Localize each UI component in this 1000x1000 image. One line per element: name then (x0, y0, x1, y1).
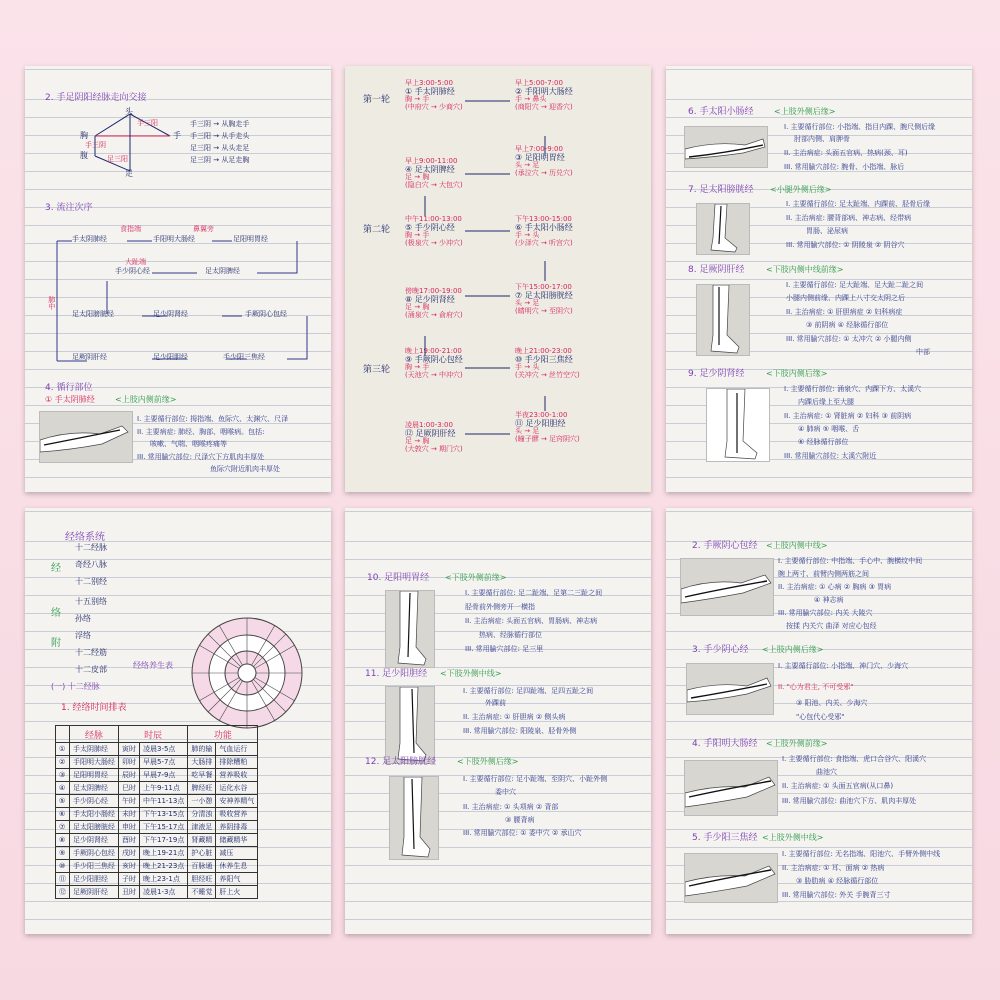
s8-title: 8. 足厥阴肝经 (688, 265, 745, 275)
sub-1-tag: <上肢内侧前缘> (115, 395, 177, 404)
s7-item-3: 胃肠、泌尿病 (806, 227, 848, 235)
s8-item-2: 小腿内侧前缘、内踝上八寸交太阴之后 (786, 294, 905, 302)
round-2-label: 第二轮 (363, 225, 391, 235)
notebook-page-5 (345, 508, 651, 934)
table-row (56, 808, 258, 821)
table-cell: ⑧ (56, 834, 70, 847)
table-cell: 胆经旺 (188, 873, 216, 886)
cycle-node-name: ⑧ 足少阴肾经 (405, 294, 455, 304)
meridian-clock (190, 616, 305, 731)
s9-item-4: ④ 肺病 ⑤ 咽喉、舌 (798, 425, 860, 433)
cycle-node-pts: (中府穴 → 少商穴) (405, 103, 463, 112)
table-cell: 肝上火 (216, 886, 258, 899)
leg-illustration-s7 (696, 203, 750, 255)
s4-tag: <上肢外侧前缘> (766, 739, 828, 748)
diagram-left: 胸 (80, 131, 88, 140)
cycle-node-time: 下午13:00-15:00 (515, 215, 572, 223)
s9-item-2: 内踝后缘上至大腿 (798, 398, 854, 406)
s3-tag: <上肢内侧后缘> (762, 645, 824, 654)
s5-item-2: II. 主治病症: ① 耳、面病 ② 热病 (782, 864, 885, 872)
diagram-right: 手 (173, 131, 181, 140)
s12-title: 12. 足太阳膀胱经 (365, 757, 437, 767)
s9-title: 9. 足少阴肾经 (688, 369, 745, 379)
group-fu: 附 (51, 638, 61, 649)
cycle-node-time: 半夜23:00-1:00 (515, 411, 568, 419)
s7-item-1: I. 主要循行部位: 足太趾端、内踝前、胫骨后缘 (786, 200, 931, 208)
system-title: 经络系统 (65, 532, 105, 543)
item-1: I. 主要循行部位: 拇指端、鱼际穴、太渊穴、尺泽 (137, 415, 289, 423)
cycle-node-dir: 胸 → 手 (405, 363, 430, 372)
table-cell: 戌时 (119, 847, 140, 860)
table-cell: 津液足 (188, 821, 216, 834)
cycle-node-name: ⑪ 足少阳胆经 (515, 418, 566, 428)
cycle-node-time: 傍晚17:00-19:00 (405, 287, 462, 295)
flow-r4a: 足厥阴肝经 (72, 353, 107, 361)
s2-item-6: 按揉 内关穴 曲泽 对应心包经 (786, 622, 877, 630)
cycle-node-pts: (关冲穴 → 丝竹空穴) (515, 371, 580, 380)
s2-item-3: II. 主治病症: ① 心病 ② 胸病 ③ 胃病 (778, 583, 892, 591)
s8-item-5: III. 常用腧穴部位: ① 太冲穴 ② 小腿内侧 (786, 335, 912, 343)
diagram-label-a: 手三阴 (85, 141, 106, 149)
s7-item-2: II. 主治病症: 腰背部病、神志病、经带病 (786, 214, 912, 222)
system-item-6: 浮络 (75, 631, 91, 640)
flow-side: 肺中 (47, 296, 56, 310)
table-cell: 肾藏精 (188, 834, 216, 847)
cycle-node-name: ⑦ 足太阳膀胱经 (515, 290, 573, 300)
table-row (56, 756, 258, 769)
cycle-node-time: 早上3:00-5:00 (405, 79, 453, 87)
s3-item-2: II. "心为君主, 不可受邪" (778, 683, 854, 691)
table-cell: 凌晨3-5点 (140, 743, 188, 756)
table-cell: 大肠排 (188, 756, 216, 769)
cycle-node-dir: 足 → 胸 (405, 437, 430, 446)
table-cell: 早晨5-7点 (140, 756, 188, 769)
s11-item-3: II. 主治病症: ① 肝胆病 ② 侧头病 (463, 713, 566, 721)
cycle-node-time: 中午11:00-13:00 (405, 215, 462, 223)
s6-item-3: II. 主治病症: 头面五官病、热病(颈、耳) (784, 149, 908, 157)
rule-2: 手三阳 → 从手走头 (190, 132, 250, 140)
s9-item-1: I. 主要循行部位: 涌泉穴、内踝下方、太溪穴 (784, 385, 922, 393)
s6-title: 6. 手太阳小肠经 (688, 107, 754, 117)
s12-item-2: 委中穴 (495, 788, 516, 796)
table-row (56, 821, 258, 834)
s5-item-3: ③ 胁肋病 ④ 经脉循行部位 (796, 877, 879, 885)
table-cell: 巳时 (119, 782, 140, 795)
leg-illustration-s11 (385, 686, 435, 764)
cycle-node-time: 早上7:00-9:00 (515, 145, 563, 153)
cycle-node-name: ② 手阳明大肠经 (515, 86, 573, 96)
table-cell: 气血运行 (216, 743, 258, 756)
s3-item-4: "心包代心受邪" (796, 713, 845, 721)
rule-4: 足三阴 → 从足走胸 (190, 156, 250, 164)
table-cell: ④ (56, 782, 70, 795)
flow-r2b: 足太阴脾经 (205, 267, 240, 275)
system-item-2: 奇经八脉 (75, 560, 107, 569)
s2-tag: <上肢内侧中线> (766, 541, 828, 550)
cycle-node-dir: 头 → 足 (515, 161, 540, 170)
table-row (56, 834, 258, 847)
col-function: 功能 (188, 726, 258, 743)
system-item-4: 十五别络 (75, 597, 107, 606)
notebook-page-4 (25, 508, 331, 934)
table-row (56, 795, 258, 808)
s8-item-4: ③ 前阴病 ④ 经脉循行部位 (806, 321, 889, 329)
flow-r1b: 手阳明大肠经 (153, 235, 195, 243)
s12-item-1: I. 主要循行部位: 足小趾端、至阴穴、小趾外侧 (463, 775, 608, 783)
s12-item-3: II. 主治病症: ① 头项病 ② 背部 (463, 803, 559, 811)
notebook-page-6 (666, 508, 972, 934)
table-cell: 下午15-17点 (140, 821, 188, 834)
table-cell: 晚上23-1点 (140, 873, 188, 886)
cycle-node-dir: 足 → 胸 (405, 173, 430, 182)
table-cell: ⑦ (56, 821, 70, 834)
table-cell: 手厥阴心包经 (70, 847, 119, 860)
table-row (56, 847, 258, 860)
s4-item-4: III. 常用腧穴部位: 曲池穴下方、肌肉丰厚处 (782, 797, 917, 805)
table-cell: 营养吸收 (216, 769, 258, 782)
table-cell: 早晨7-9点 (140, 769, 188, 782)
diagram-top: 头 (125, 107, 133, 116)
cycle-node-time: 凌晨1:00-3:00 (405, 421, 453, 429)
table-row (56, 782, 258, 795)
s7-tag: <小腿外侧后缘> (770, 185, 832, 194)
cycle-node-pts: (瞳子髎 → 足窍阴穴) (515, 435, 580, 444)
flow-r3c: 手厥阴心包经 (245, 310, 287, 318)
table-cell: 休养生息 (216, 860, 258, 873)
cycle-node-pts: (天池穴 → 中冲穴) (405, 371, 463, 380)
cycle-node-name: ⑫ 足厥阴肝经 (405, 428, 456, 438)
item-5: 鱼际穴附近肌肉丰厚处 (210, 465, 280, 473)
table-cell: 储藏精华 (216, 834, 258, 847)
section-4-title: 4. 循行部位 (45, 383, 93, 393)
s2-item-2: 腕上两寸、前臂内侧两筋之间 (778, 570, 869, 578)
s7-item-4: III. 常用腧穴部位: ① 阴陵泉 ② 阴谷穴 (786, 241, 905, 249)
flow-r1a: 手太阴肺经 (72, 235, 107, 243)
table-cell: 养阳气 (216, 873, 258, 886)
table-cell: 辰时 (119, 769, 140, 782)
leg-illustration-s8 (696, 284, 750, 356)
cycle-arrows (345, 66, 651, 492)
table-cell: 足厥阴肝经 (70, 886, 119, 899)
system-item-1: 十二经脉 (75, 543, 107, 552)
table-cell: 亥时 (119, 860, 140, 873)
system-item-5: 孙络 (75, 614, 91, 623)
s2-item-4: ④ 神志病 (814, 596, 844, 604)
s10-title: 10. 足阳明胃经 (367, 573, 430, 583)
schedule-table (55, 725, 258, 899)
s11-item-2: 外踝前 (485, 699, 506, 707)
s9-item-5: ⑥ 经脉循行部位 (798, 438, 849, 446)
s11-title: 11. 足少阳胆经 (365, 669, 428, 679)
table-cell: 足太阴脾经 (70, 782, 119, 795)
leg-illustration-s10 (385, 590, 435, 668)
table-row (56, 873, 258, 886)
cycle-node-name: ⑨ 手厥阴心包经 (405, 354, 463, 364)
flow-r1c: 足阳明胃经 (233, 235, 268, 243)
cycle-node-pts: (极泉穴 → 少冲穴) (405, 239, 463, 248)
sub-1-title: ① 手太阴肺经 (45, 395, 95, 404)
item-2: II. 主要病症: 肺经、胸部、咽喉病。包括: (137, 428, 265, 436)
rule-1: 手三阴 → 从胸走手 (190, 120, 250, 128)
cycle-node-time: 早上9:00-11:00 (405, 157, 458, 165)
s11-tag: <下肢外侧中线> (440, 669, 502, 678)
diagram-bottom-left: 腹 (80, 151, 88, 160)
table-cell: 晚上19-21点 (140, 847, 188, 860)
flow-r1note1: 食指端 (120, 225, 141, 233)
item-4: III. 常用腧穴部位: 尺泽穴下方肌肉丰厚处 (137, 453, 265, 461)
table-cell: 手阳明大肠经 (70, 756, 119, 769)
cycle-node-name: ⑩ 手少阳三焦经 (515, 354, 573, 364)
cycle-node-name: ① 手太阴肺经 (405, 86, 455, 96)
table-cell: 上午9-11点 (140, 782, 188, 795)
s12-tag: <下肢外侧后缘> (457, 757, 519, 766)
flow-r1note2: 鼻翼旁 (193, 225, 214, 233)
item-3: 咳嗽、气喘、咽喉疼痛等 (150, 440, 227, 448)
diagram-label-b: 手三阳 (137, 119, 158, 127)
col-meridian: 经脉 (70, 726, 119, 743)
section-3-title: 3. 流注次序 (45, 203, 93, 213)
s9-item-3: II. 主治病症: ① 肾脏病 ② 妇科 ③ 前阴病 (784, 412, 912, 420)
arm-illustration-s6 (684, 126, 768, 168)
s11-item-1: I. 主要循行部位: 足四趾端、足四五趾之间 (463, 687, 594, 695)
s5-title: 5. 手少阳三焦经 (692, 833, 758, 843)
leg-illustration-s12 (389, 776, 439, 860)
s8-tag: <下肢内侧中线前缘> (766, 265, 844, 274)
table-cell: 下午13-15点 (140, 808, 188, 821)
s12-item-5: III. 常用腧穴部位: ① 委中穴 ② 承山穴 (463, 829, 582, 837)
table-cell: ⑫ (56, 886, 70, 899)
table-cell: ⑨ (56, 847, 70, 860)
flow-r4b: 足少阳胆经 (153, 353, 188, 361)
table-cell: 午时 (119, 795, 140, 808)
cycle-node-dir: 胸 → 手 (405, 95, 430, 104)
group-luo: 络 (51, 608, 61, 619)
page-title: 2. 手足阴阳经脉走向交接 (45, 93, 147, 103)
cycle-node-pts: (大敦穴 → 期门穴) (405, 445, 463, 454)
round-3-label: 第三轮 (363, 365, 391, 375)
s9-item-6: III. 常用腧穴部位: 太溪穴附近 (784, 452, 877, 460)
table-title: 1. 经络时间排表 (61, 703, 127, 713)
cycle-node-name: ⑤ 手少阴心经 (405, 222, 455, 232)
diagram-bottom: 足 (125, 169, 133, 178)
table-cell: 百脉通 (188, 860, 216, 873)
table-cell: 未时 (119, 808, 140, 821)
table-cell: ① (56, 743, 70, 756)
flow-r4c: 手少阳三焦经 (223, 353, 265, 361)
table-cell: 运化水谷 (216, 782, 258, 795)
table-row (56, 886, 258, 899)
s10-item-1: I. 主要循行部位: 足二趾端、足第二三趾之间 (465, 589, 603, 597)
table-cell: 子时 (119, 873, 140, 886)
arm-illustration-s2 (680, 558, 774, 616)
s4-item-2: 曲池穴 (816, 768, 837, 776)
system-item-7: 十二经筋 (75, 648, 107, 657)
table-cell: 凌晨1-3点 (140, 886, 188, 899)
s6-item-1: I. 主要循行部位: 小指端、指目内踝、腕尺侧后缘 (784, 123, 936, 131)
s6-tag: <上肢外侧后缘> (774, 107, 836, 116)
s10-item-3: II. 主治病症: 头面五官病、胃肠病、神志病 (465, 617, 598, 625)
cycle-node-pts: (隐白穴 → 大包穴) (405, 181, 463, 190)
table-cell: 养阴排毒 (216, 821, 258, 834)
s5-tag: <上肢外侧中线> (762, 833, 824, 842)
cycle-node-pts: (涌泉穴 → 俞府穴) (405, 311, 463, 320)
s2-item-5: III. 常用腧穴部位: 内关 大陵穴 (778, 609, 873, 617)
table-cell: 安神养精气 (216, 795, 258, 808)
table-cell: ② (56, 756, 70, 769)
table-cell: 肺的输 (188, 743, 216, 756)
s2-title: 2. 手厥阴心包经 (692, 541, 758, 551)
table-cell: 手太阴肺经 (70, 743, 119, 756)
s4-title: 4. 手阳明大肠经 (692, 739, 758, 749)
table-row (56, 860, 258, 873)
table-cell: ⑤ (56, 795, 70, 808)
table-cell: 申时 (119, 821, 140, 834)
table-cell: 减压 (216, 847, 258, 860)
table-cell: 排除糟粕 (216, 756, 258, 769)
cycle-node-dir: 头 → 足 (515, 299, 540, 308)
s7-title: 7. 足太阳膀胱经 (688, 185, 754, 195)
rule-3: 足三阳 → 从头走足 (190, 144, 250, 152)
arm-illustration (39, 411, 133, 463)
s3-title: 3. 手少阴心经 (692, 645, 749, 655)
table-cell: 脾经旺 (188, 782, 216, 795)
arm-illustration-s5 (684, 853, 778, 903)
table-row (56, 743, 258, 756)
table-cell: ⑩ (56, 860, 70, 873)
table-cell: 手少阴心经 (70, 795, 119, 808)
cycle-node-time: 晚上19:00-21:00 (405, 347, 462, 355)
table-cell: ⑥ (56, 808, 70, 821)
flow-r3b: 足少阴肾经 (153, 310, 188, 318)
table-cell: 中午11-13点 (140, 795, 188, 808)
table-cell: 不睡觉 (188, 886, 216, 899)
table-cell: 晚上21-23点 (140, 860, 188, 873)
s10-item-5: III. 常用腧穴部位: 足三里 (465, 645, 544, 653)
table-cell: 手太阳小肠经 (70, 808, 119, 821)
flow-r2note: 大趾端 (125, 258, 146, 266)
table-cell: 足阳明胃经 (70, 769, 119, 782)
diagram-label-c: 足三阳 (107, 155, 128, 163)
clock-label: 经络养生表 (133, 661, 173, 670)
s4-item-3: II. 主治病症: ① 头面五官病(从口鼻) (782, 782, 894, 790)
sub-twelve: (一) 十二经脉 (51, 682, 100, 691)
table-cell: ③ (56, 769, 70, 782)
s3-item-3: ③ 阳池、内关、少海穴 (796, 699, 868, 707)
table-cell: 卯时 (119, 756, 140, 769)
s8-item-3: II. 主治病症: ① 肝胆病症 ② 妇科病症 (786, 308, 903, 316)
table-cell: 足少阴肾经 (70, 834, 119, 847)
cycle-node-dir: 足 → 胸 (405, 303, 430, 312)
s5-item-4: III. 常用腧穴部位: 外关 手腕背三寸 (782, 891, 891, 899)
cycle-node-dir: 手 → 头 (515, 231, 540, 240)
cycle-node-name: ⑥ 手太阳小肠经 (515, 222, 573, 232)
s10-item-4: 热病、经脉循行部位 (479, 631, 542, 639)
s10-tag: <下肢外侧前缘> (445, 573, 507, 582)
cycle-node-time: 早上5:00-7:00 (515, 79, 563, 87)
table-cell: 足太阳膀胱经 (70, 821, 119, 834)
table-row (56, 769, 258, 782)
col-index (56, 726, 70, 743)
cycle-node-pts: (商阳穴 → 迎香穴) (515, 103, 573, 112)
arm-illustration-s4 (684, 760, 778, 816)
s6-item-2: 肘部内侧、肩胛骨 (794, 135, 850, 143)
group-jing: 经 (51, 563, 61, 574)
arm-illustration-s3 (686, 663, 774, 715)
flow-r2a: 手少阴心经 (115, 267, 150, 275)
flow-r3a: 足太阳膀胱经 (72, 310, 114, 318)
cycle-node-pts: (少泽穴 → 听宫穴) (515, 239, 573, 248)
table-cell: 寅时 (119, 743, 140, 756)
s5-item-1: I. 主要循行部位: 无名指端、阳池穴、手臂外侧中线 (782, 850, 941, 858)
cycle-node-pts: (承泣穴 → 历兑穴) (515, 169, 573, 178)
s10-item-2: 胫骨前外侧旁开一横指 (465, 603, 535, 611)
notebook-page-3 (666, 66, 972, 492)
table-cell: ⑪ (56, 873, 70, 886)
round-1-label: 第一轮 (363, 95, 391, 105)
s6-item-4: III. 常用腧穴部位: 腕骨、小指端、脉后 (784, 163, 905, 171)
table-cell: 分清浊 (188, 808, 216, 821)
s11-item-4: III. 常用腧穴部位: 阳陵泉、胫骨外侧 (463, 727, 577, 735)
s8-item-1: I. 主要循行部位: 足大趾端、足大趾二趾之间 (786, 281, 924, 289)
s9-tag: <下肢内侧后缘> (766, 369, 828, 378)
cycle-node-time: 下午15:00-17:00 (515, 283, 572, 291)
leg-illustration-s9 (706, 388, 770, 462)
table-cell: 手少阳三焦经 (70, 860, 119, 873)
system-item-8: 十二皮部 (75, 665, 107, 674)
direction-diagram (55, 106, 175, 176)
table-cell: 下午17-19点 (140, 834, 188, 847)
cycle-node-dir: 胸 → 手 (405, 231, 430, 240)
cycle-node-name: ④ 足太阴脾经 (405, 164, 455, 174)
cycle-node-pts: (睛明穴 → 至阴穴) (515, 307, 573, 316)
table-cell: 足少阳胆经 (70, 873, 119, 886)
cycle-node-name: ③ 足阳明胃经 (515, 152, 565, 162)
col-time: 时辰 (119, 726, 188, 743)
cycle-node-time: 晚上21:00-23:00 (515, 347, 572, 355)
cycle-node-dir: 手 → 头 (515, 363, 540, 372)
table-cell: 护心脏 (188, 847, 216, 860)
notebook-page-2 (345, 66, 651, 492)
s3-item-1: I. 主要循行部位: 小指端、神门穴、少海穴 (778, 662, 909, 670)
system-item-3: 十二别经 (75, 577, 107, 586)
s4-item-1: I. 主要循行部位: 食指端、虎口合谷穴、阳溪穴 (782, 755, 927, 763)
notebook-page-1 (25, 66, 331, 492)
s2-item-1: I. 主要循行部位: 中指端、手心中、腕横纹中间 (778, 557, 923, 565)
table-cell: 吸收营养 (216, 808, 258, 821)
cycle-node-dir: 手 → 鼻头 (515, 95, 547, 104)
table-cell: 一小憩 (188, 795, 216, 808)
cycle-node-dir: 头 → 足 (515, 427, 540, 436)
s12-item-4: ③ 腰背病 (505, 816, 535, 824)
table-cell: 丑时 (119, 886, 140, 899)
table-cell: 酉时 (119, 834, 140, 847)
table-cell: 吃早餐 (188, 769, 216, 782)
s8-item-6: 中部 (916, 348, 930, 356)
